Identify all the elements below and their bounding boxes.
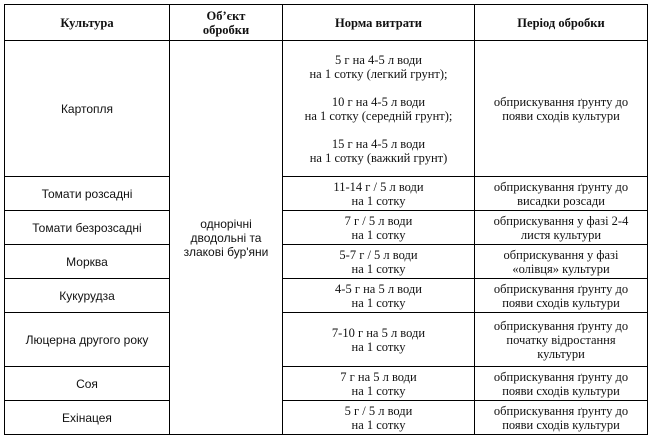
culture-cell: Морква [5, 245, 170, 279]
header-period: Період обробки [475, 5, 648, 41]
rate-cell: 5 г / 5 л води на 1 сотку [283, 401, 475, 435]
rate-cell: 7 г / 5 л води на 1 сотку [283, 211, 475, 245]
culture-cell: Картопля [5, 41, 170, 177]
header-culture: Культура [5, 5, 170, 41]
table-row [5, 41, 648, 177]
header-rate: Норма витрати [283, 5, 475, 41]
culture-cell: Томати розсадні [5, 177, 170, 211]
culture-cell: Люцерна другого року [5, 313, 170, 367]
rate-cell: 7-10 г на 5 л води на 1 сотку [283, 313, 475, 367]
period-cell: обприскування у фазі 2-4 листя культури [475, 211, 648, 245]
header-row [5, 5, 648, 41]
period-cell: обприскування ґрунту до появи сходів культури [475, 367, 648, 401]
table-row [5, 279, 648, 313]
table-row [5, 245, 648, 279]
period-cell: обприскування ґрунту до висадки розсади [475, 177, 648, 211]
table-row [5, 313, 648, 367]
herbicide-table [4, 4, 648, 435]
rate-cell: 5-7 г / 5 л води на 1 сотку [283, 245, 475, 279]
rate-cell: 4-5 г на 5 л води на 1 сотку [283, 279, 475, 313]
table-row [5, 177, 648, 211]
table-row [5, 211, 648, 245]
rate-cell: 5 г на 4-5 л води на 1 сотку (легкий грунт); 10 г на 4-5 л води на 1 сотку (середній грунт); 15 г на 4-5 л води на 1 сотку (важкий грунт) [283, 41, 475, 177]
culture-cell: Ехінацея [5, 401, 170, 435]
rate-cell: 7 г на 5 л води на 1 сотку [283, 367, 475, 401]
period-cell: обприскування ґрунту до початку відростання культури [475, 313, 648, 367]
culture-cell: Томати безрозсадні [5, 211, 170, 245]
table-row [5, 401, 648, 435]
table-row [5, 367, 648, 401]
object-cell: однорічні дводольні та злакові бур'яни [170, 41, 283, 435]
period-cell: обприскування ґрунту до появи сходів культури [475, 279, 648, 313]
period-cell: обприскування ґрунту до появи сходів культури [475, 401, 648, 435]
rate-cell: 11-14 г / 5 л води на 1 сотку [283, 177, 475, 211]
header-object: Об’єкт обробки [170, 5, 283, 41]
culture-cell: Соя [5, 367, 170, 401]
period-cell: обприскування у фазі «олівця» культури [475, 245, 648, 279]
culture-cell: Кукурудза [5, 279, 170, 313]
period-cell: обприскування ґрунту до появи сходів культури [475, 41, 648, 177]
